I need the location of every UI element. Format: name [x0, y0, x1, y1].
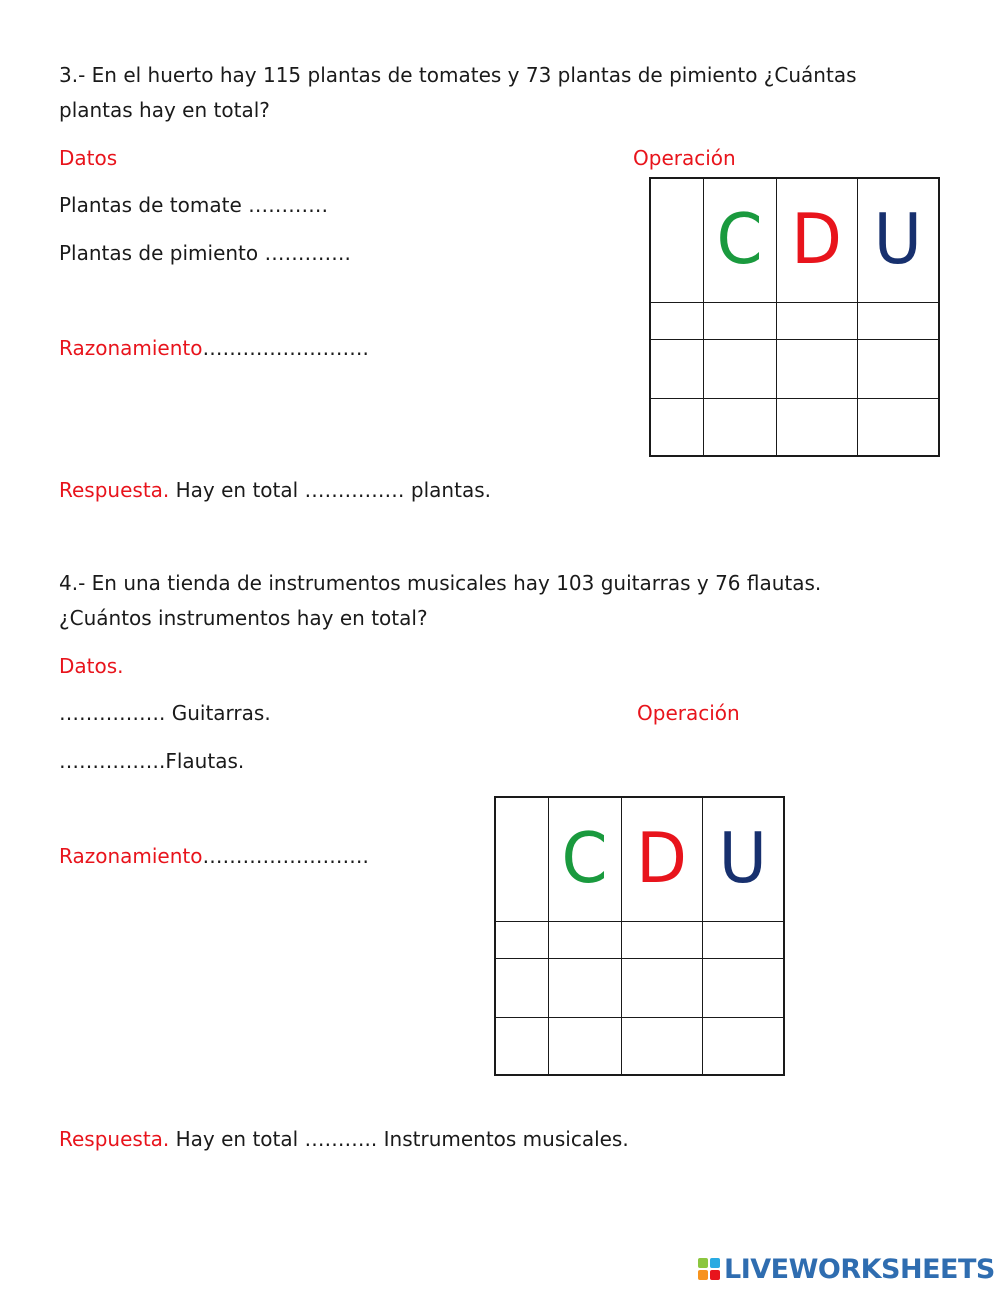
grid-cell[interactable]: [495, 958, 548, 1017]
grid-cell[interactable]: [702, 921, 784, 958]
problem4-operation-grid: [494, 796, 785, 1076]
grid-cell[interactable]: [857, 339, 939, 398]
grid-cell[interactable]: [703, 302, 776, 339]
grid-cell[interactable]: [548, 1017, 621, 1075]
problem3-razonamiento: [59, 335, 369, 361]
letter-u: U: [873, 199, 922, 281]
problem3-operacion-label: Operación: [633, 146, 736, 170]
problem4-razonamiento-dots: …………………….: [202, 844, 369, 868]
grid-cell[interactable]: [703, 398, 776, 456]
logo-text: LIVEWORKSHEETS: [724, 1253, 995, 1285]
grid-cell[interactable]: [621, 1017, 702, 1075]
grid-header-d: [776, 178, 857, 302]
grid-cell[interactable]: [703, 339, 776, 398]
problem4-operacion-label: Operación: [637, 701, 740, 725]
grid-cell[interactable]: [548, 958, 621, 1017]
problem3-datos-label: Datos: [59, 146, 118, 170]
grid-cell: [495, 797, 548, 921]
problem4-statement-line2: ¿Cuántos instrumentos hay en total?: [59, 606, 428, 630]
grid-cell[interactable]: [857, 398, 939, 456]
letter-d: D: [791, 199, 842, 281]
grid-cell[interactable]: [650, 398, 703, 456]
grid-cell[interactable]: [495, 921, 548, 958]
grid-cell[interactable]: [702, 958, 784, 1017]
grid-cell[interactable]: [621, 921, 702, 958]
grid-cell[interactable]: [857, 302, 939, 339]
problem3-razonamiento-label: Razonamiento: [59, 336, 203, 360]
letter-c: C: [716, 199, 763, 281]
grid-header-u: [702, 797, 784, 921]
grid-cell[interactable]: [776, 302, 857, 339]
grid-cell[interactable]: [776, 339, 857, 398]
problem4-dato-guitarras: ……………. Guitarras.: [59, 701, 271, 725]
grid-header-u: [857, 178, 939, 302]
liveworksheets-logo-icon: [698, 1258, 720, 1280]
grid-cell[interactable]: [702, 1017, 784, 1075]
grid-cell[interactable]: [650, 302, 703, 339]
letter-u: U: [718, 818, 767, 900]
grid-header-d: [621, 797, 702, 921]
problem4-razonamiento-label: Razonamiento: [59, 844, 203, 868]
problem4-datos-label: Datos.: [59, 654, 124, 678]
grid-cell[interactable]: [621, 958, 702, 1017]
problem4-respuesta: [59, 1126, 629, 1152]
grid-cell[interactable]: [548, 921, 621, 958]
problem3-operation-grid: [649, 177, 940, 457]
problem4-razonamiento: [59, 843, 369, 869]
problem3-respuesta-text: Hay en total …………… plantas.: [175, 478, 491, 502]
problem3-respuesta-label: Respuesta.: [59, 478, 170, 502]
problem3-razonamiento-dots: …………………….: [202, 336, 369, 360]
grid-cell: [650, 178, 703, 302]
problem4-respuesta-label: Respuesta.: [59, 1127, 170, 1151]
grid-cell[interactable]: [776, 398, 857, 456]
letter-c: C: [561, 818, 608, 900]
problem3-statement-line1: 3.- En el huerto hay 115 plantas de tomates y 73 plantas de pimiento ¿Cuántas: [59, 63, 857, 87]
problem3-dato-tomate: Plantas de tomate …………: [59, 193, 329, 217]
letter-d: D: [636, 818, 687, 900]
problem3-statement-line2: plantas hay en total?: [59, 98, 270, 122]
problem3-respuesta: [59, 477, 491, 503]
grid-cell[interactable]: [495, 1017, 548, 1075]
problem4-respuesta-text: Hay en total ……….. Instrumentos musicales.: [175, 1127, 629, 1151]
grid-header-c: [548, 797, 621, 921]
grid-cell[interactable]: [650, 339, 703, 398]
problem3-dato-pimiento: Plantas de pimiento ………….: [59, 241, 351, 265]
liveworksheets-logo[interactable]: [698, 1254, 995, 1284]
problem4-dato-flautas: …………….Flautas.: [59, 749, 245, 773]
grid-header-c: [703, 178, 776, 302]
problem4-statement-line1: 4.- En una tienda de instrumentos musicales hay 103 guitarras y 76 flautas.: [59, 571, 822, 595]
